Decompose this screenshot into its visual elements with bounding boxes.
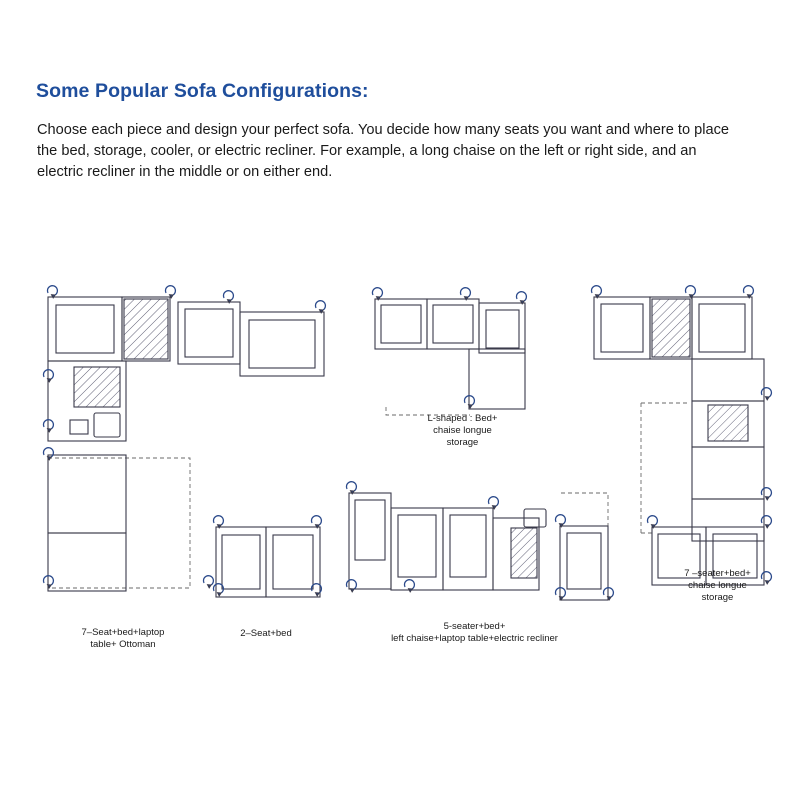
config-l-shaped-bed-chaise-storage (372, 288, 526, 415)
intro-paragraph: Choose each piece and design your perfect sofa. You decide how many seats you want and where to place the bed, storage, cooler, or electric recliner. For example, a long chaise on the left or right side, and an electric recliner in the middle or on either end. (37, 122, 730, 180)
caption-7-seat-bed-laptop-ottoman: 7–Seat+bed+laptop table+ Ottoman (81, 627, 165, 650)
config-7-seat-bed-laptop-ottoman (43, 286, 325, 591)
sofa-layout-svg (0, 255, 800, 675)
config-7-seater-bed-chaise-storage (591, 286, 771, 585)
caption-5-seater-bed-left-chaise: 5-seater+bed+ left chaise+laptop table+electric recliner (391, 621, 558, 644)
diagram-canvas (0, 255, 800, 675)
page-title: Some Popular Sofa Configurations: (36, 80, 369, 102)
caption-l-shaped-bed-chaise-storage: L-shaped : Bed+ chaise longue storage (427, 413, 498, 448)
config-2-seat-bed (213, 516, 321, 597)
caption-2-seat-bed: 2–Seat+bed (240, 628, 292, 639)
config-5-seater-bed-left-chaise (346, 482, 613, 600)
caption-7-seater-bed-chaise-storage: 7 –seater+bed+ chaise longue storage (684, 568, 751, 603)
